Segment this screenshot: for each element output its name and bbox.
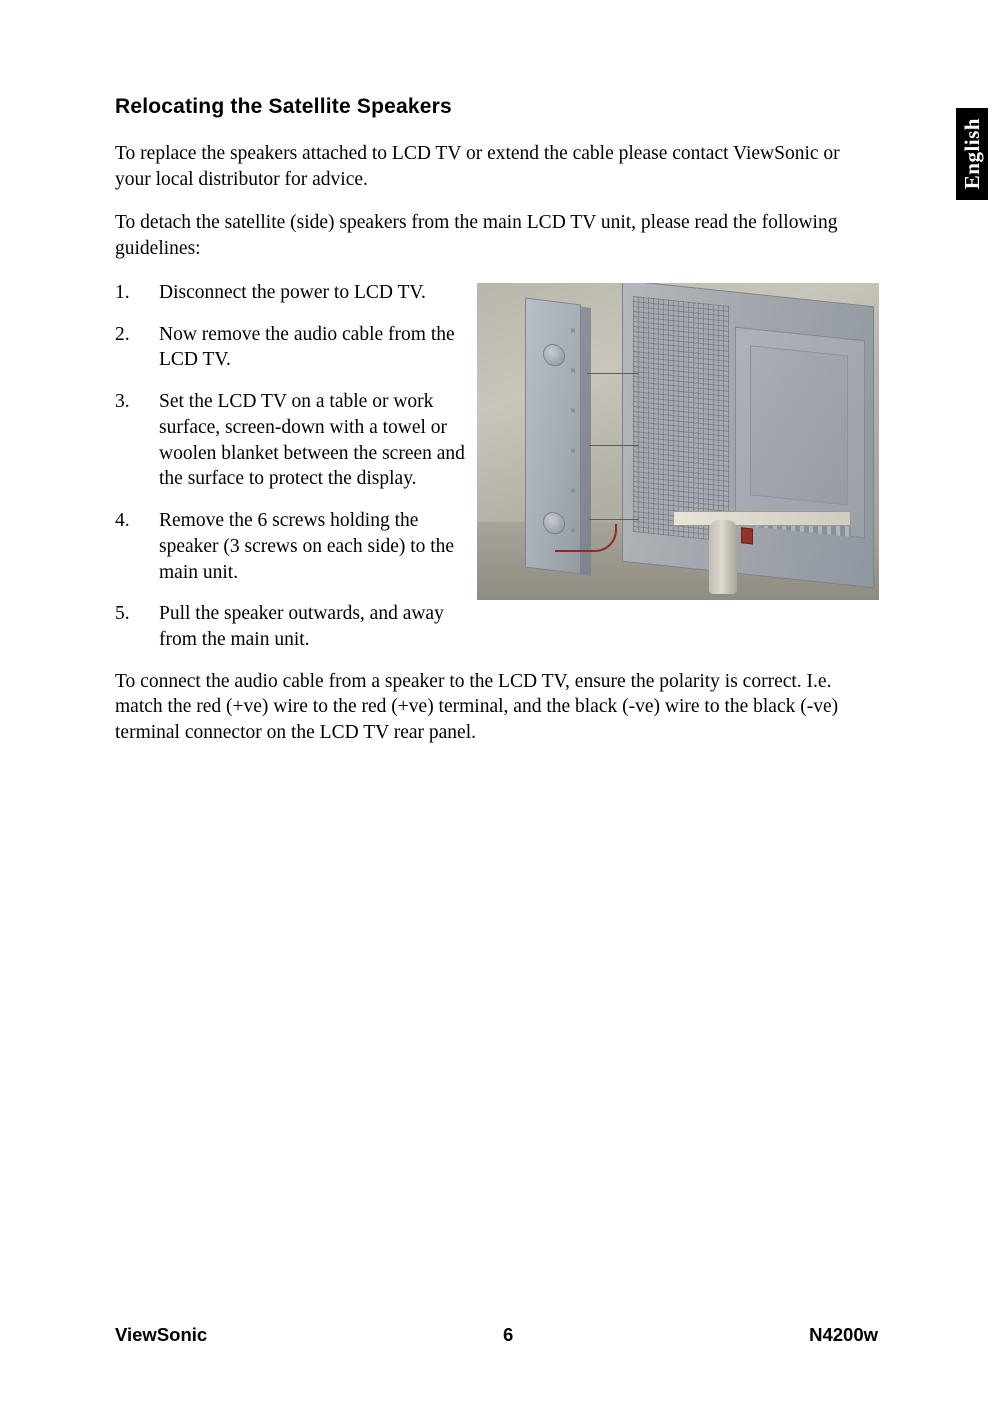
tv-rear-panel-inner [750, 345, 848, 505]
speaker-audio-wire [555, 524, 617, 552]
list-item-number: 5. [115, 603, 130, 625]
tv-stand-neck [709, 520, 737, 594]
list-item-number: 1. [115, 281, 130, 303]
steps-list [115, 280, 475, 653]
page-content [115, 95, 870, 764]
list-item [115, 280, 475, 306]
intro-paragraph-2: To detach the satellite (side) speakers from the main LCD TV unit, please read the following guidelines: [115, 212, 838, 260]
closing-paragraph: To connect the audio cable from a speaker to the LCD TV, ensure the polarity is correct. I.e. match the red (+ve) wire to the red (+ve) terminal, and the black (-ve) wire to the black (-ve) terminal connector on the LCD TV rear panel. [115, 670, 839, 744]
tv-stand-bar [673, 511, 851, 526]
list-item-text: Remove the 6 screws holding the speaker (3 screws on each side) to the main unit. [159, 510, 455, 583]
lcd-tv-speaker-illustration [477, 283, 879, 600]
callout-line-top [587, 373, 639, 374]
steps-and-figure [115, 280, 870, 653]
language-side-tab [956, 108, 988, 200]
list-item-text: Pull the speaker outwards, and away from the main unit. [159, 603, 444, 651]
list-item-number: 3. [115, 391, 130, 413]
page-title: Relocating the Satellite Speakers [115, 95, 452, 118]
intro-paragraph-1: To replace the speakers attached to LCD TV or extend the cable please contact ViewSonic or your local distributor for advice. [115, 143, 840, 190]
tv-vent-mesh [633, 296, 729, 542]
lcd-tv-rear-body [622, 283, 874, 588]
list-item-text: Set the LCD TV on a table or work surface, screen-down with a towel or woolen blanket between the screen and the surface to protect the display. [159, 391, 465, 490]
footer-page-number: 6 [503, 1324, 514, 1345]
list-item-text: Now remove the audio cable from the LCD TV. [159, 323, 455, 371]
list-item [115, 508, 475, 585]
list-item-number: 4. [115, 510, 130, 532]
callout-line-middle [589, 445, 639, 446]
tv-rear-panel [735, 327, 865, 539]
list-item [115, 389, 475, 492]
red-terminal [741, 527, 753, 544]
list-item-text: Disconnect the power to LCD TV. [159, 281, 426, 303]
speaker-screw-holes [571, 328, 575, 548]
list-item-number: 2. [115, 323, 130, 345]
callout-line-bottom [589, 519, 639, 520]
footer-brand: ViewSonic [115, 1324, 208, 1345]
list-item [115, 322, 475, 373]
page-footer [115, 1324, 878, 1346]
language-side-tab-label: English [959, 118, 984, 190]
footer-model: N4200w [809, 1324, 878, 1345]
list-item [115, 601, 475, 652]
speaker-driver-top [543, 343, 565, 368]
